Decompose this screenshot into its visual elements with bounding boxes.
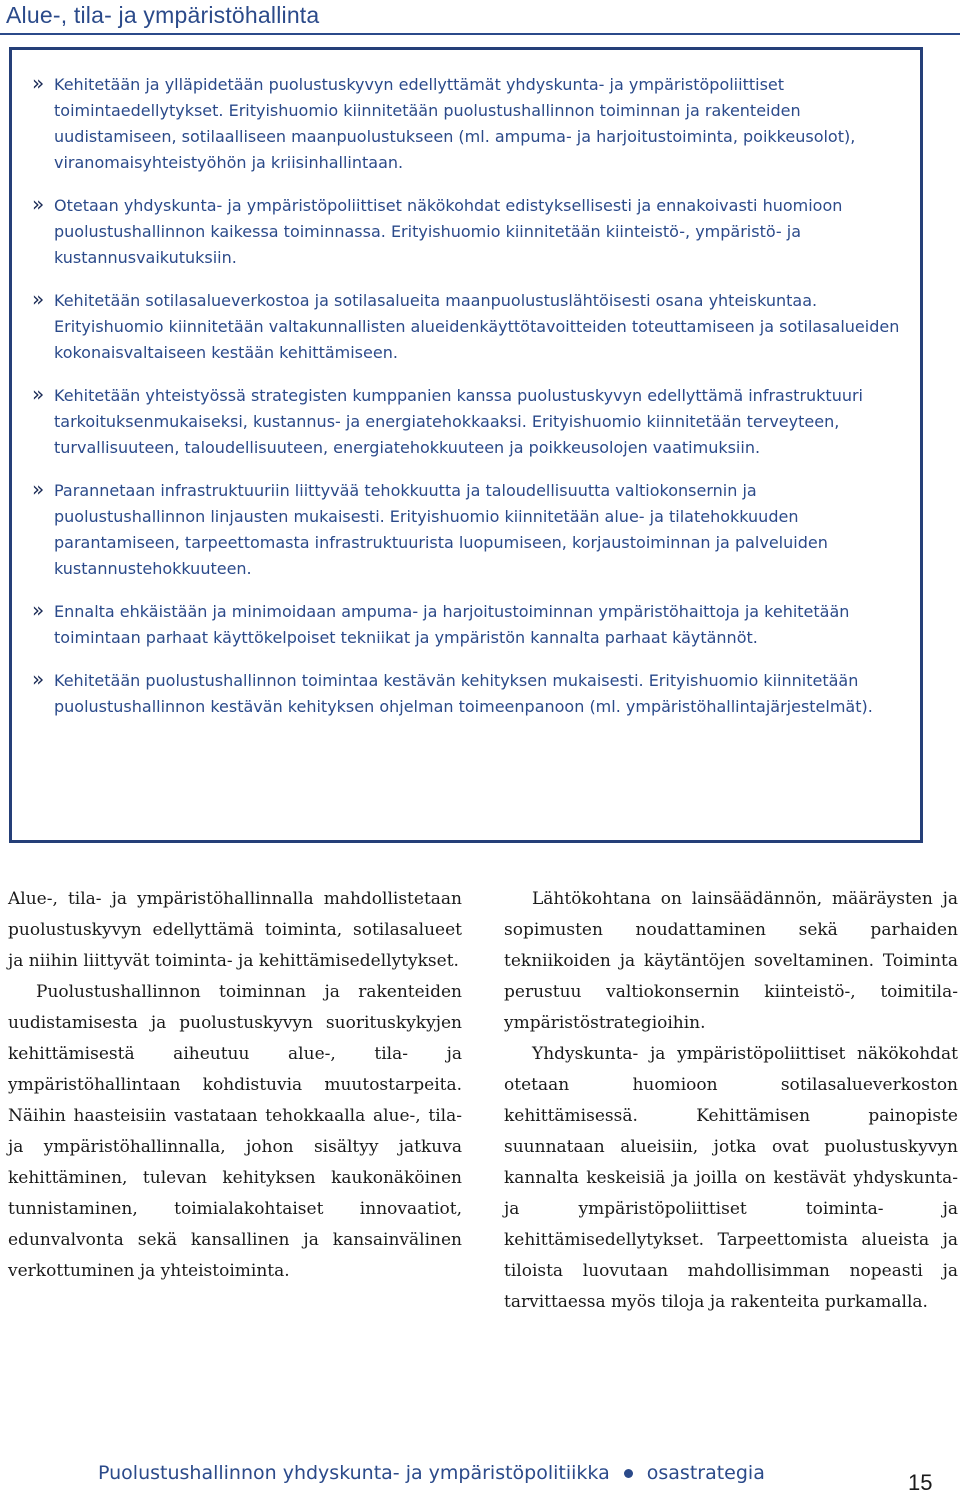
goals-box xyxy=(9,47,923,843)
goal-item xyxy=(32,383,912,461)
goal-item xyxy=(32,72,912,176)
section-title: Alue-, tila- ja ympäristöhallinta xyxy=(6,2,320,28)
goal-text: Kehitetään sotilasalueverkostoa ja sotilasalueita maanpuolustuslähtöisesti osana yhteiskuntaa. Erityishuomio kiinnitetään valtakunnallisten alueidenkäyttötavoitteiden toteuttamiseen ja sotilasalueiden kokonaisvaltaiseen kestään kehittämiseen. xyxy=(54,291,900,362)
goal-text: Otetaan yhdyskunta- ja ympäristöpoliittiset näkökohdat edistyksellisesti ja ennakoivasti huomioon puolustushallinnon kaikessa toiminnassa. Erityishuomio kiinnitetään kiinteistö-, ympäristö- ja kustannusvaikutuksiin. xyxy=(54,196,843,267)
chevron-bullet-icon: » xyxy=(32,477,45,501)
left-column xyxy=(8,884,462,1287)
page-number: 15 xyxy=(908,1470,933,1495)
paragraph: Puolustushallinnon toiminnan ja rakenteiden uudistamisesta ja puolustuskyvyn suorituskykyjen kehittämisestä aiheutuu alue-, tila- ja ympäristöhallintaan kohdistuvia muutostarpeita. Näihin haasteisiin vastataan tehokkaalla alue-, tila- ja ympäristöhallinnalla, johon sisältyy jatkuva kehittäminen, tulevan kehityksen kaukonäköinen tunnistaminen, toimialakohtaiset innovaatiot, edunvalvonta sekä kansallinen ja kansainvälinen verkottuminen ja yhteistoiminta. xyxy=(8,982,462,1281)
goals-list xyxy=(32,72,912,737)
goal-text: Parannetaan infrastruktuuriin liittyvää tehokkuutta ja taloudellisuutta valtiokonsernin ja puolustushallinnon linjausten mukaisesti. Erityishuomio kiinnitetään alue- ja tilatehokkuuden parantamiseen, tarpeettomasta infrastruktuurista luopumiseen, korjaustoiminnan ja palveluiden kustannustehokkuuteen. xyxy=(54,481,828,578)
paragraph: Alue-, tila- ja ympäristöhallinnalla mahdollistetaan puolustuskyvyn edellyttämä toiminta, sotilasalueet ja niihin liittyvät toiminta- ja kehittämisedellytykset. xyxy=(8,889,462,971)
goal-item xyxy=(32,288,912,366)
chevron-bullet-icon: » xyxy=(32,598,45,622)
chevron-bullet-icon: » xyxy=(32,192,45,216)
chevron-bullet-icon: » xyxy=(32,667,45,691)
title-rule xyxy=(0,33,960,35)
chevron-bullet-icon: » xyxy=(32,71,45,95)
goal-text: Kehitetään yhteistyössä strategisten kumppanien kanssa puolustuskyvyn edellyttämä infrastruktuuri tarkoituksenmukaiseksi, kustannus- ja energiatehokkaaksi. Erityishuomio kiinnitetään terveyteen, turvallisuuteen, taloudellisuuteen, energiatehokkuuteen ja poikkeusolojen vaatimuksiin. xyxy=(54,386,863,457)
goal-item xyxy=(32,478,912,582)
chevron-bullet-icon: » xyxy=(32,382,45,406)
goal-text: Ennalta ehkäistään ja minimoidaan ampuma- ja harjoitustoiminnan ympäristöhaittoja ja kehitetään toimintaan parhaat käyttökelpoiset tekniikat ja ympäristön kannalta parhaat käytännöt. xyxy=(54,602,850,647)
paragraph: Yhdyskunta- ja ympäristöpoliittiset näkökohdat otetaan huomioon sotilasalueverkoston kehittämisessä. Kehittämisen painopiste suunnataan alueisiin, jotka ovat puolustuskyvyn kannalta keskeisiä ja joilla on kestävät yhdyskunta- ja ympäristöpoliittiset toiminta- ja kehittämisedellytykset. Tarpeettomista alueista ja tiloista luovutaan mahdollisimman nopeasti ja tarvittaessa myös tiloja ja rakenteita purkamalla. xyxy=(504,1044,958,1312)
goal-text: Kehitetään puolustushallinnon toimintaa kestävän kehityksen mukaisesti. Erityishuomio kiinnitetään puolustushallinnon kestävän kehityksen ohjelman toimeenpanoon (ml. ympäristöhallintajärjestelmät). xyxy=(54,671,873,716)
bullet-dot-icon xyxy=(624,1469,633,1478)
footer-publication: Puolustushallinnon yhdyskunta- ja ympäristöpolitiikka xyxy=(98,1462,610,1484)
footer-section: osastrategia xyxy=(646,1462,765,1484)
right-column xyxy=(504,884,958,1318)
goal-text: Kehitetään ja ylläpidetään puolustuskyvyn edellyttämät yhdyskunta- ja ympäristöpoliittiset toimintaedellytykset. Erityishuomio kiinnitetään puolustushallinnon toiminnan ja rakenteiden uudistamiseen, sotilaalliseen maanpuolustukseen (ml. ampuma- ja harjoitustoiminta, poikkeusolot), viranomaisyhteistyöhön ja kriisinhallintaan. xyxy=(54,75,856,172)
running-footer xyxy=(98,1462,765,1484)
paragraph: Lähtökohtana on lainsäädännön, määräysten ja sopimusten noudattaminen sekä parhaiden tekniikoiden ja käytäntöjen soveltaminen. Toiminta perustuu valtiokonsernin kiinteistö-, toimitila- ympäristöstrategioihin. xyxy=(504,889,958,1033)
goal-item xyxy=(32,599,912,651)
goal-item xyxy=(32,193,912,271)
goal-item xyxy=(32,668,912,720)
chevron-bullet-icon: » xyxy=(32,287,45,311)
